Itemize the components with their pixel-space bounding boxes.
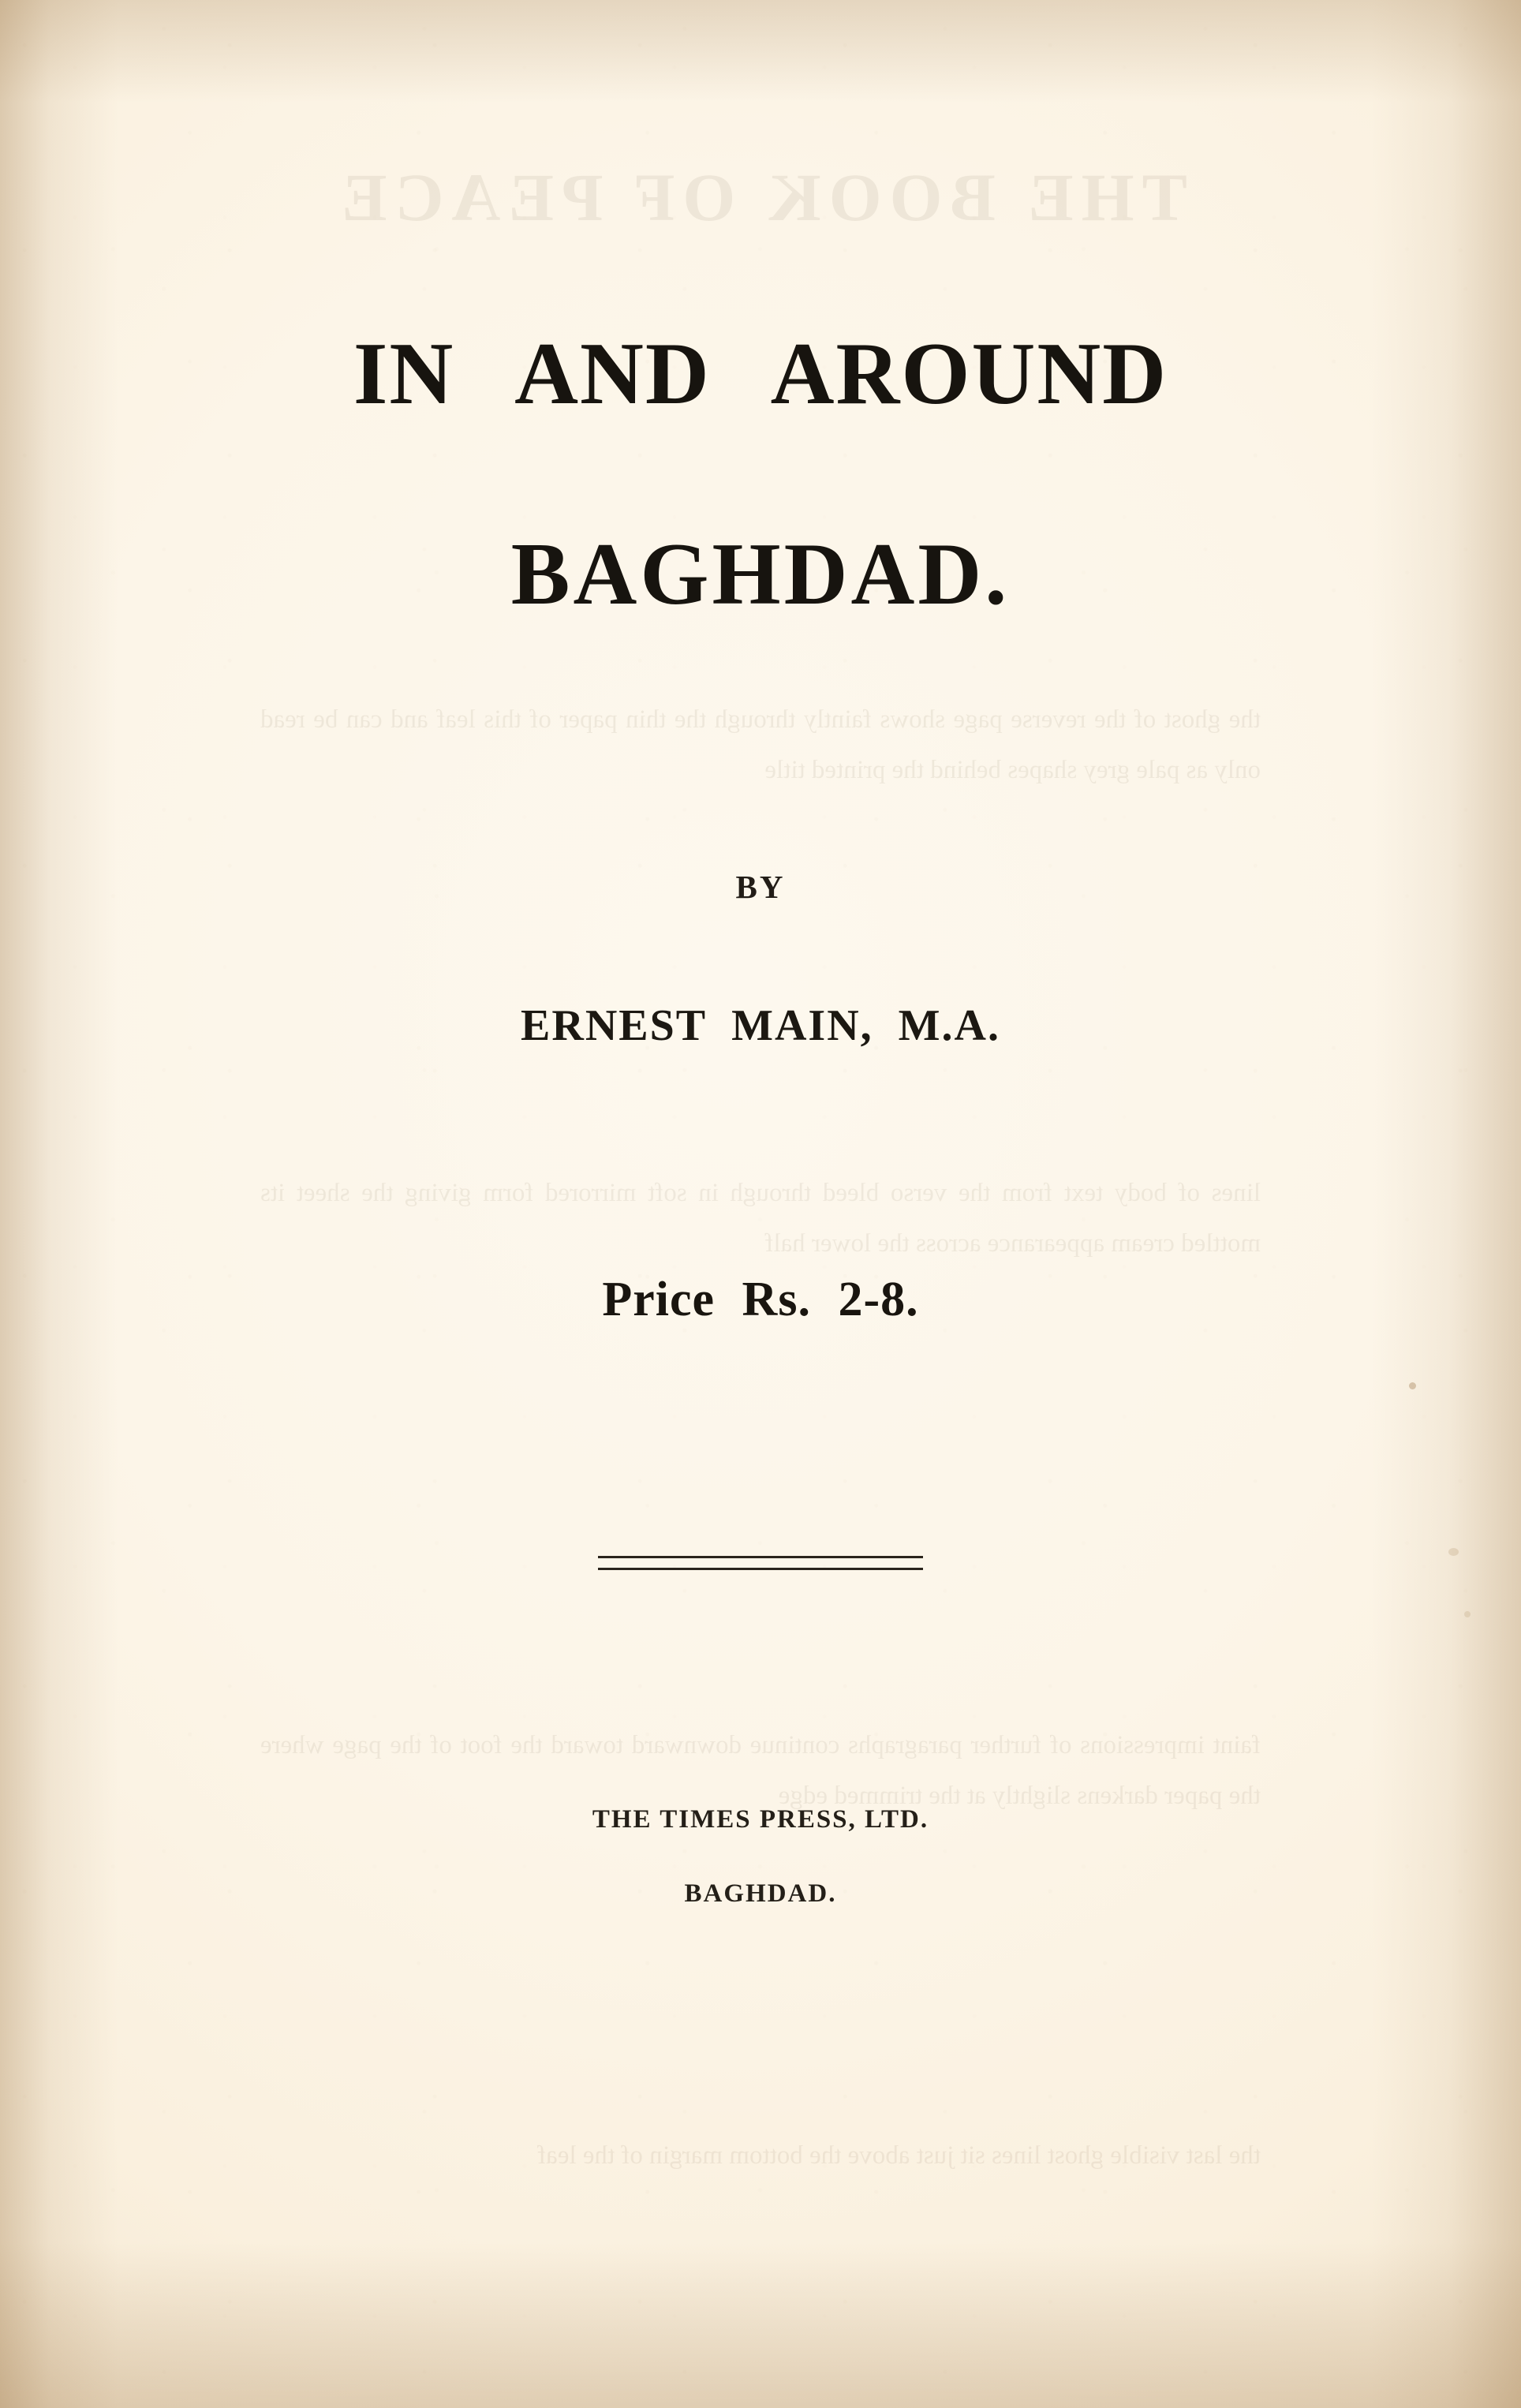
double-rule-divider xyxy=(598,1556,923,1570)
publisher-name: THE TIMES PRESS, LTD. xyxy=(592,1805,929,1834)
page-title-line-1: IN AND AROUND xyxy=(353,325,1168,423)
publisher-city: BAGHDAD. xyxy=(684,1879,837,1908)
rule-lower xyxy=(598,1568,923,1570)
rule-upper xyxy=(598,1556,923,1558)
byline-label: BY xyxy=(735,869,786,905)
author-name: ERNEST MAIN, M.A. xyxy=(521,1001,1000,1050)
price-text: Price Rs. 2-8. xyxy=(602,1273,919,1326)
page-title-line-2: BAGHDAD. xyxy=(510,525,1011,623)
